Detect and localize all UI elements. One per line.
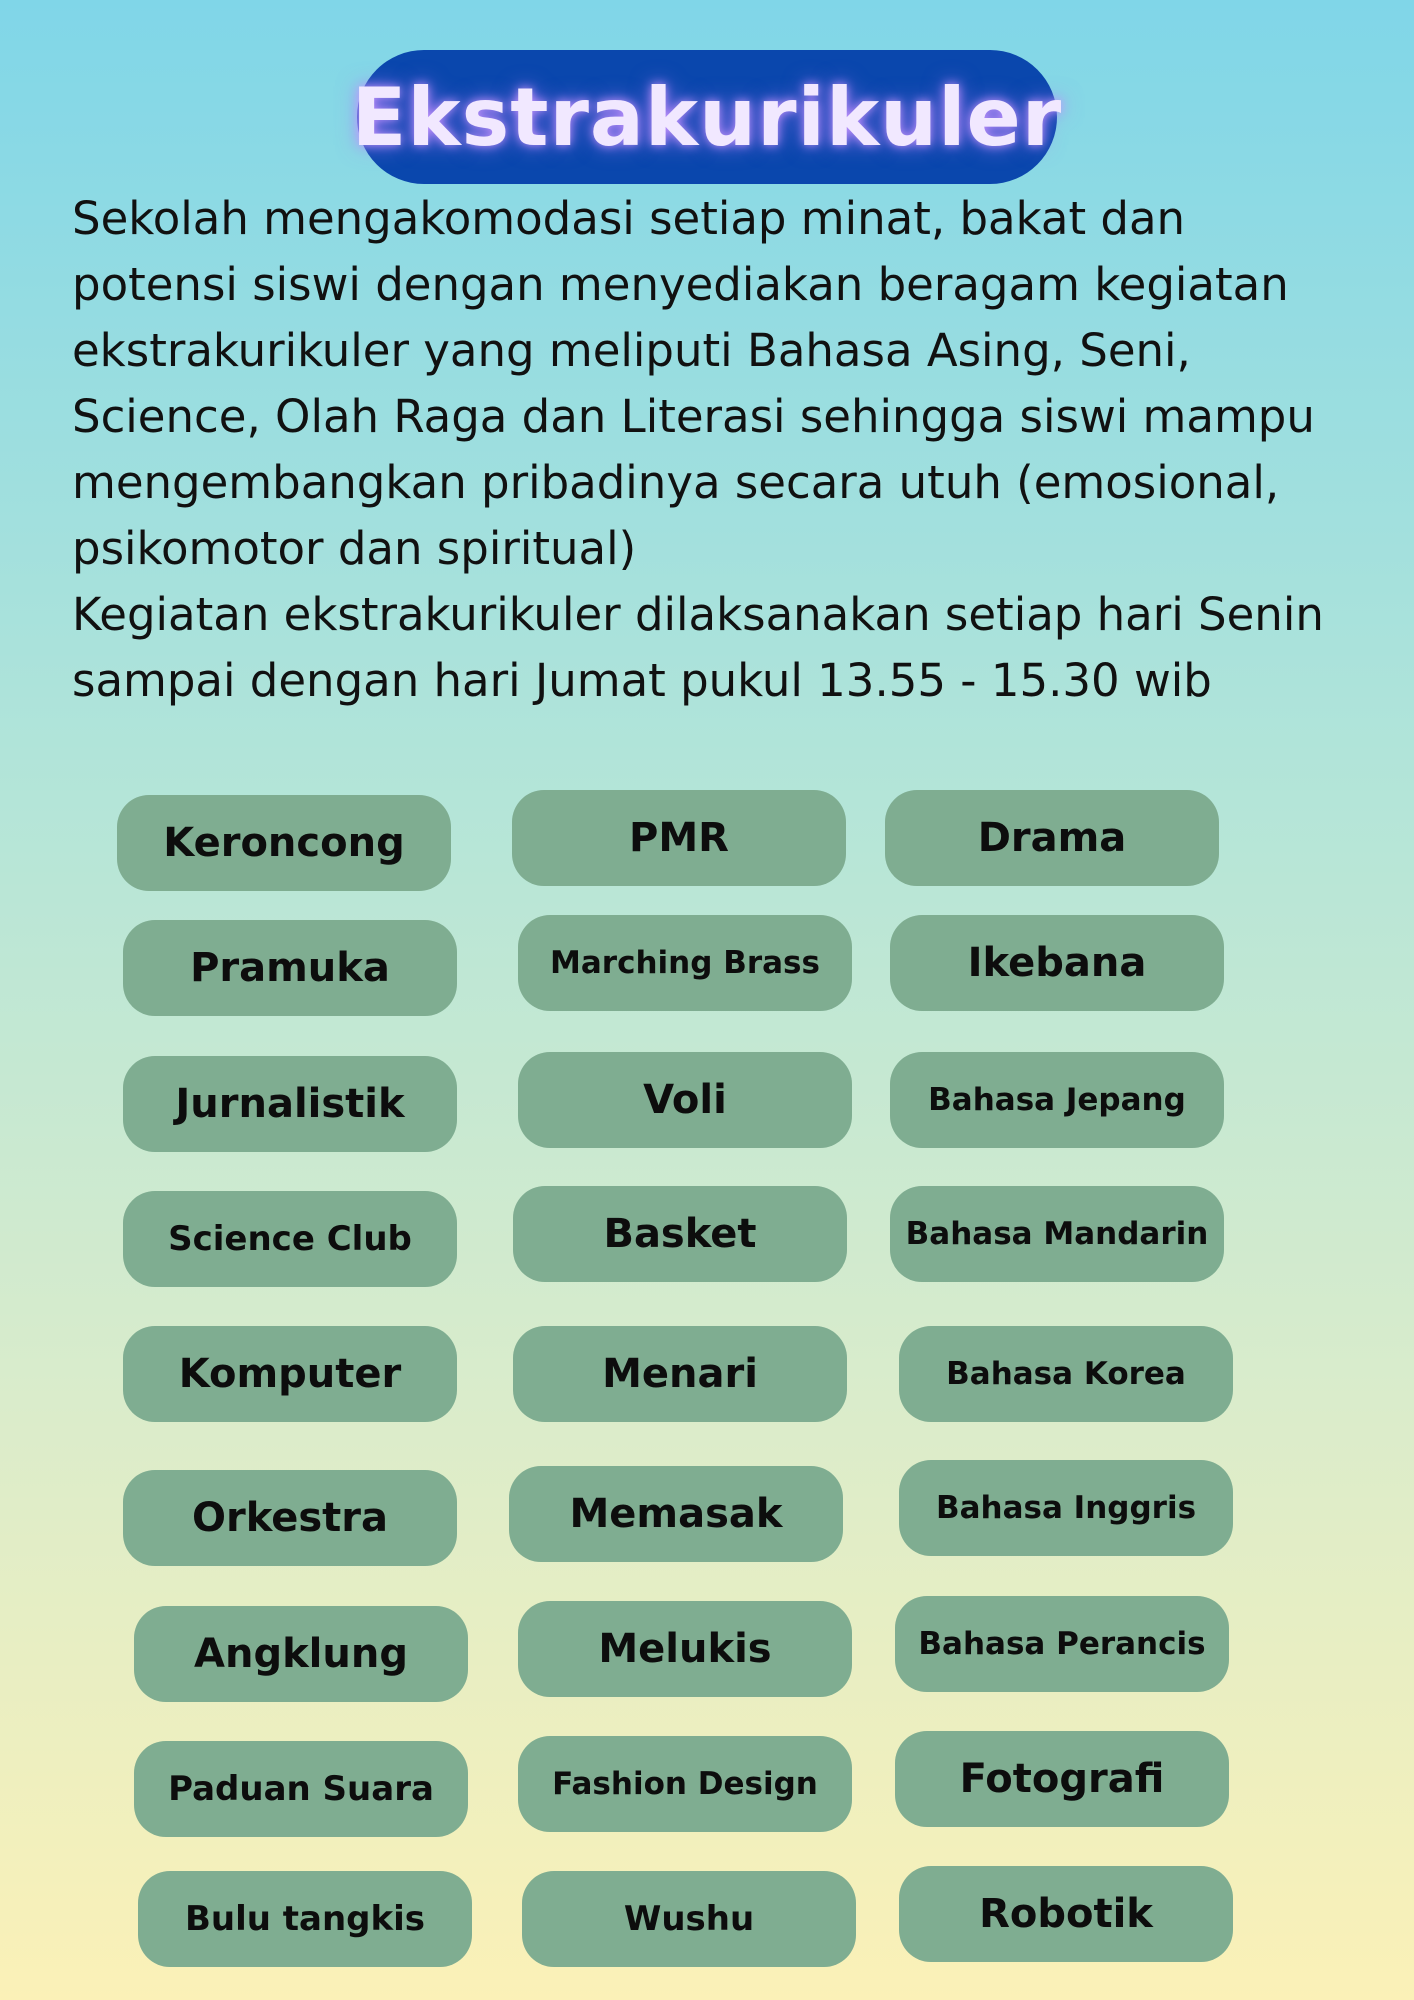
activity-label: Paduan Suara — [168, 1769, 434, 1809]
activity-label: Angklung — [194, 1631, 408, 1677]
activity-bulu-tangkis — [138, 1871, 472, 1967]
description-line: psikomotor dan spiritual) — [72, 522, 637, 575]
activity-label: Pramuka — [190, 945, 390, 991]
activity-label: Fotografi — [959, 1756, 1165, 1802]
activity-label: Marching Brass — [550, 945, 820, 981]
activity-paduan-suara — [134, 1741, 468, 1837]
activity-fotografi — [895, 1731, 1229, 1827]
activity-bahasa-inggris — [899, 1460, 1233, 1556]
activity-robotik — [899, 1866, 1233, 1962]
activity-label: Bahasa Perancis — [918, 1626, 1206, 1662]
activity-label: Menari — [602, 1351, 758, 1397]
activity-label: Keroncong — [163, 820, 405, 866]
description-line: Kegiatan ekstrakurikuler dilaksanakan setiap hari Senin — [72, 588, 1324, 641]
activity-memasak — [509, 1466, 843, 1562]
activity-marching-brass — [518, 915, 852, 1011]
description-line: mengembangkan pribadinya secara utuh (emosional, — [72, 456, 1280, 509]
activity-menari — [513, 1326, 847, 1422]
activity-label: Science Club — [168, 1219, 412, 1259]
activity-voli — [518, 1052, 852, 1148]
activity-label: Ikebana — [967, 940, 1147, 986]
description-line: Sekolah mengakomodasi setiap minat, bakat dan — [72, 192, 1186, 245]
activity-jurnalistik — [123, 1056, 457, 1152]
description-line: sampai dengan hari Jumat pukul 13.55 - 15.30 wib — [72, 654, 1212, 707]
activity-fashion-design — [518, 1736, 852, 1832]
activity-basket — [513, 1186, 847, 1282]
activity-label: Melukis — [598, 1626, 772, 1672]
activity-melukis — [518, 1601, 852, 1697]
activity-pmr — [512, 790, 846, 886]
activity-orkestra — [123, 1470, 457, 1566]
activity-label: Bahasa Mandarin — [905, 1216, 1209, 1252]
activity-label: Bahasa Korea — [946, 1356, 1186, 1392]
activity-label: Komputer — [178, 1351, 402, 1397]
activity-label: Orkestra — [191, 1495, 389, 1541]
activity-label: Memasak — [569, 1491, 783, 1537]
activity-label: Jurnalistik — [175, 1081, 405, 1127]
description-line: ekstrakurikuler yang meliputi Bahasa Asing, Seni, — [72, 324, 1191, 377]
description-line: potensi siswi dengan menyediakan beragam kegiatan — [72, 258, 1289, 311]
activity-label: PMR — [629, 815, 729, 861]
activity-drama — [885, 790, 1219, 886]
activity-label: Robotik — [979, 1891, 1153, 1937]
activity-label: Basket — [603, 1211, 757, 1257]
activity-bahasa-mandarin — [890, 1186, 1224, 1282]
activity-keroncong — [117, 795, 451, 891]
activity-label: Wushu — [623, 1899, 755, 1939]
activity-label: Voli — [643, 1077, 727, 1123]
activity-label: Drama — [977, 815, 1127, 861]
activity-bahasa-jepang — [890, 1052, 1224, 1148]
activity-label: Bahasa Inggris — [935, 1490, 1197, 1526]
activity-science-club — [123, 1191, 457, 1287]
page-title: Ekstrakurikuler — [351, 70, 1063, 164]
activity-komputer — [123, 1326, 457, 1422]
activity-wushu — [522, 1871, 856, 1967]
activity-ikebana — [890, 915, 1224, 1011]
activity-label: Fashion Design — [552, 1766, 818, 1802]
activity-label: Bulu tangkis — [184, 1899, 426, 1939]
activity-bahasa-perancis — [895, 1596, 1229, 1692]
activity-pramuka — [123, 920, 457, 1016]
activity-bahasa-korea — [899, 1326, 1233, 1422]
activity-angklung — [134, 1606, 468, 1702]
activity-label: Bahasa Jepang — [928, 1082, 1186, 1118]
description-line: Science, Olah Raga dan Literasi sehingga siswi mampu — [72, 390, 1315, 443]
